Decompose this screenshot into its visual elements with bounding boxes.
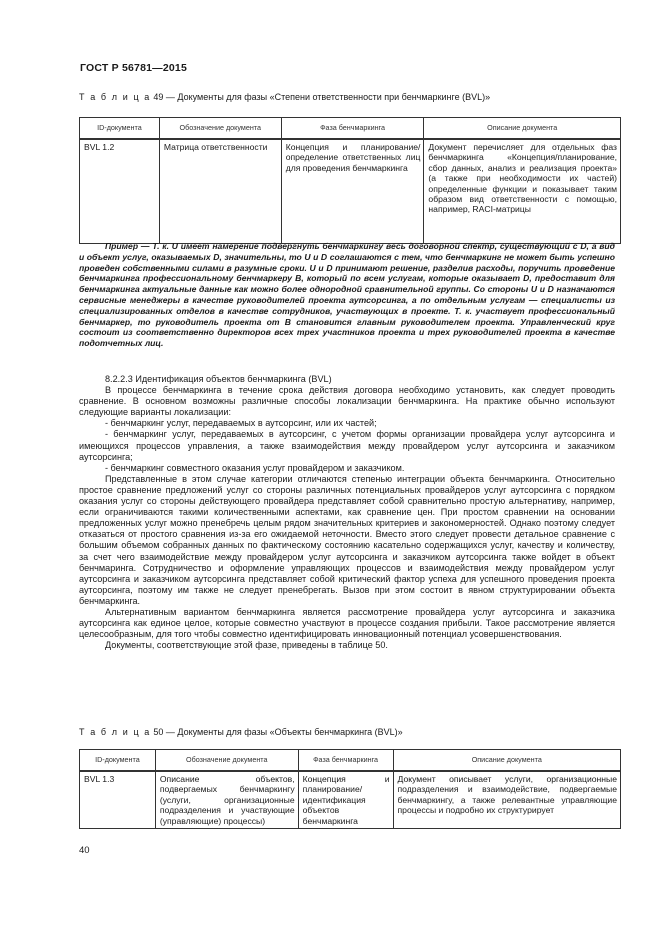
list-item: - бенчмаркинг совместного оказания услуг провайдером и заказчиком. <box>105 462 405 473</box>
table-50-description-text: Документ описывает услуги, организационные подразделения и взаимодействие, подвергаемые бенчмаркингу, а также релевантные управляющие процессы и подробно их структурирует <box>397 774 617 816</box>
table-49-cell-id: BVL 1.2 <box>80 139 160 244</box>
body-paragraph-4: Документы, соответствующие этой фазе, приведены в таблице 50. <box>105 640 388 651</box>
list-item: - бенчмаркинг услуг, передаваемых в аутсорсинг, или их частей; <box>105 418 377 429</box>
table-49-cell-phase <box>281 139 424 244</box>
table-50 <box>79 749 621 829</box>
table-49-header-id: ID-документа <box>80 118 160 140</box>
table-50-caption <box>79 727 403 737</box>
body-paragraph-1: В процессе бенчмаркинга в течение срока действия договора необходимо установить, как следует проводить сравнение. В основном возможны различные способы локализации бенчмаркинга. На практике обычно используют следующие варианты локализации: <box>79 385 615 418</box>
table-49 <box>79 117 621 244</box>
table-50-cell-id: BVL 1.3 <box>80 771 156 829</box>
table-50-header-phase: Фаза бенчмаркинга <box>298 750 393 772</box>
document-header: ГОСТ Р 56781—2015 <box>80 62 188 74</box>
table-49-header-designation: Обозначение документа <box>159 118 281 140</box>
table-49-caption-label: Т а б л и ц а <box>79 92 151 102</box>
table-50-designation-text: Описание объектов, подвергаемых бенчмаркингу (услуги, организационные подразделения и участвующие (управляющие) процессы) <box>159 774 295 826</box>
table-50-cell-phase <box>298 771 393 829</box>
table-49-header-description: Описание документа <box>424 118 621 140</box>
table-50-cell-description <box>393 771 620 829</box>
table-49-phase-text: Концепция и планирование/определение ответственных лиц для проведения бенчмаркинга <box>285 142 421 173</box>
table-49-caption-text: 49 — Документы для фазы «Степени ответственности при бенчмаркинге (BVL)» <box>150 92 491 102</box>
table-50-phase-text: Концепция и планирование/идентификация объектов бенчмаркинга <box>302 774 390 826</box>
table-row <box>80 771 621 829</box>
example-paragraph: Пример — Т. к. U имеет намерение подвергнуть бенчмаркингу весь договорной спектр, существующий с D, а вид и объект услуг, оказываемых D, значительны, то U и D соглашаются с тем, что бенчмаркинг не может быть успешно проведен собственными силами в разумные сроки. U и D принимают решение, разделив расходы, поручить проведение бенчмаркинга профессиональному бенчмаркеру B, который по всем услугам, которые оказывает D, предоставит для бенчмаркинга актуальные данные как можно более однородной сравнительной группы. Со стороны U и D назначаются сервисные менеджеры в качестве руководителей проекта аутсорсинга, а по отдельным услугам — специалисты из специализированных отделов в качестве сотрудников, участвующих в проекте. Т. к. участвует профессиональный бенчмаркер, то руководитель проекта от B становится главным руководителем проекта. Управленческий круг состоит из соответственно директоров всех трех участников проекта и трех руководителей проекта в качестве подотчетных лиц. <box>79 241 615 349</box>
body-paragraph-3: Альтернативным вариантом бенчмаркинга является рассмотрение провайдера услуг аутсорсинга и заказчика аутсорсинга как единое целое, которые совместно участвуют в процессе создания прибыли. Такое рассмотрение является целесообразным, для того чтобы совместно идентифицировать инновационный потенциал усовершенствования. <box>79 606 615 640</box>
table-50-caption-label: Т а б л и ц а <box>79 727 151 737</box>
table-49-header-row <box>80 118 621 140</box>
table-50-header-row <box>80 750 621 772</box>
table-49-caption <box>79 92 490 102</box>
table-50-header-id: ID-документа <box>80 750 156 772</box>
table-49-cell-designation <box>159 139 281 244</box>
section-heading: 8.2.2.3 Идентификация объектов бенчмаркинга (BVL) <box>105 374 332 384</box>
table-49-header-phase: Фаза бенчмаркинга <box>281 118 424 140</box>
table-49-description-text: Документ перечисляет для отдельных фаз бенчмаркинга «Концепция/планирование, сбор данных, анализ и реализация проекта» (а также при необходимости их частей) определенные функции и показывает таким образом вид ответственности с помощью, например, RACI-матрицы <box>428 142 617 215</box>
table-49-cell-description <box>424 139 621 244</box>
table-50-header-description: Описание документа <box>393 750 620 772</box>
table-row <box>80 139 621 244</box>
table-50-header-designation: Обозначение документа <box>155 750 298 772</box>
list-item: - бенчмаркинг услуг, передаваемых в аутсорсинг, с учетом формы организации провайдера услуг аутсорсинга и имеющихся процессов управления, а также взаимодействия между провайдером услуг аутсорсинга и заказчиком аутсорсинга; <box>79 429 615 462</box>
table-50-caption-text: 50 — Документы для фазы «Объекты бенчмаркинга (BVL)» <box>150 727 403 737</box>
table-50-cell-designation <box>155 771 298 829</box>
body-paragraph-2: Представленные в этом случае категории отличаются степенью интеграции объекта бенчмаркинга. Относительно простое сравнение предложений услуг со стороны различных потенциальных провайдеров услуг аутсорсинга с порядком оказания услуг со стороны действующего провайдера представляет собой сравнительно простую альтернативу, например, если ограничиваются такими количественными аспектами, как сравнение цен. При простом сравнении на основании предложенных услуг можно пренебречь целым рядом значительных критериев и закономерностей. Однако поэтому следует отказаться от простого сравнения из-за его ожидаемой неточности. Вместо этого следует провести детальное сравнение с большим объемом собранных данных по фактическому состоянию касательно содержащихся услуг, качеству и количеству, за счет чего взаимодействие между провайдером услуг аутсорсинга и заказчиком аутсорсинга также войдет в объект бенчмаринга. Сотрудничество и оформление управляющих процессов и взаимодействия между провайдером услуг аутсорсинга и заказчиком аутсорсинга представляет собой критический фактор успеха для успешного проведения проекта аутсорсинга, поэтому им также не следует пренебрегать. Вызов при этом состоит в явном структурировании объекта бенчмаркинга. <box>79 473 615 606</box>
page-number: 40 <box>79 845 90 856</box>
table-49-designation-text: Матрица ответственности <box>163 142 268 152</box>
main-body-text <box>79 374 615 651</box>
